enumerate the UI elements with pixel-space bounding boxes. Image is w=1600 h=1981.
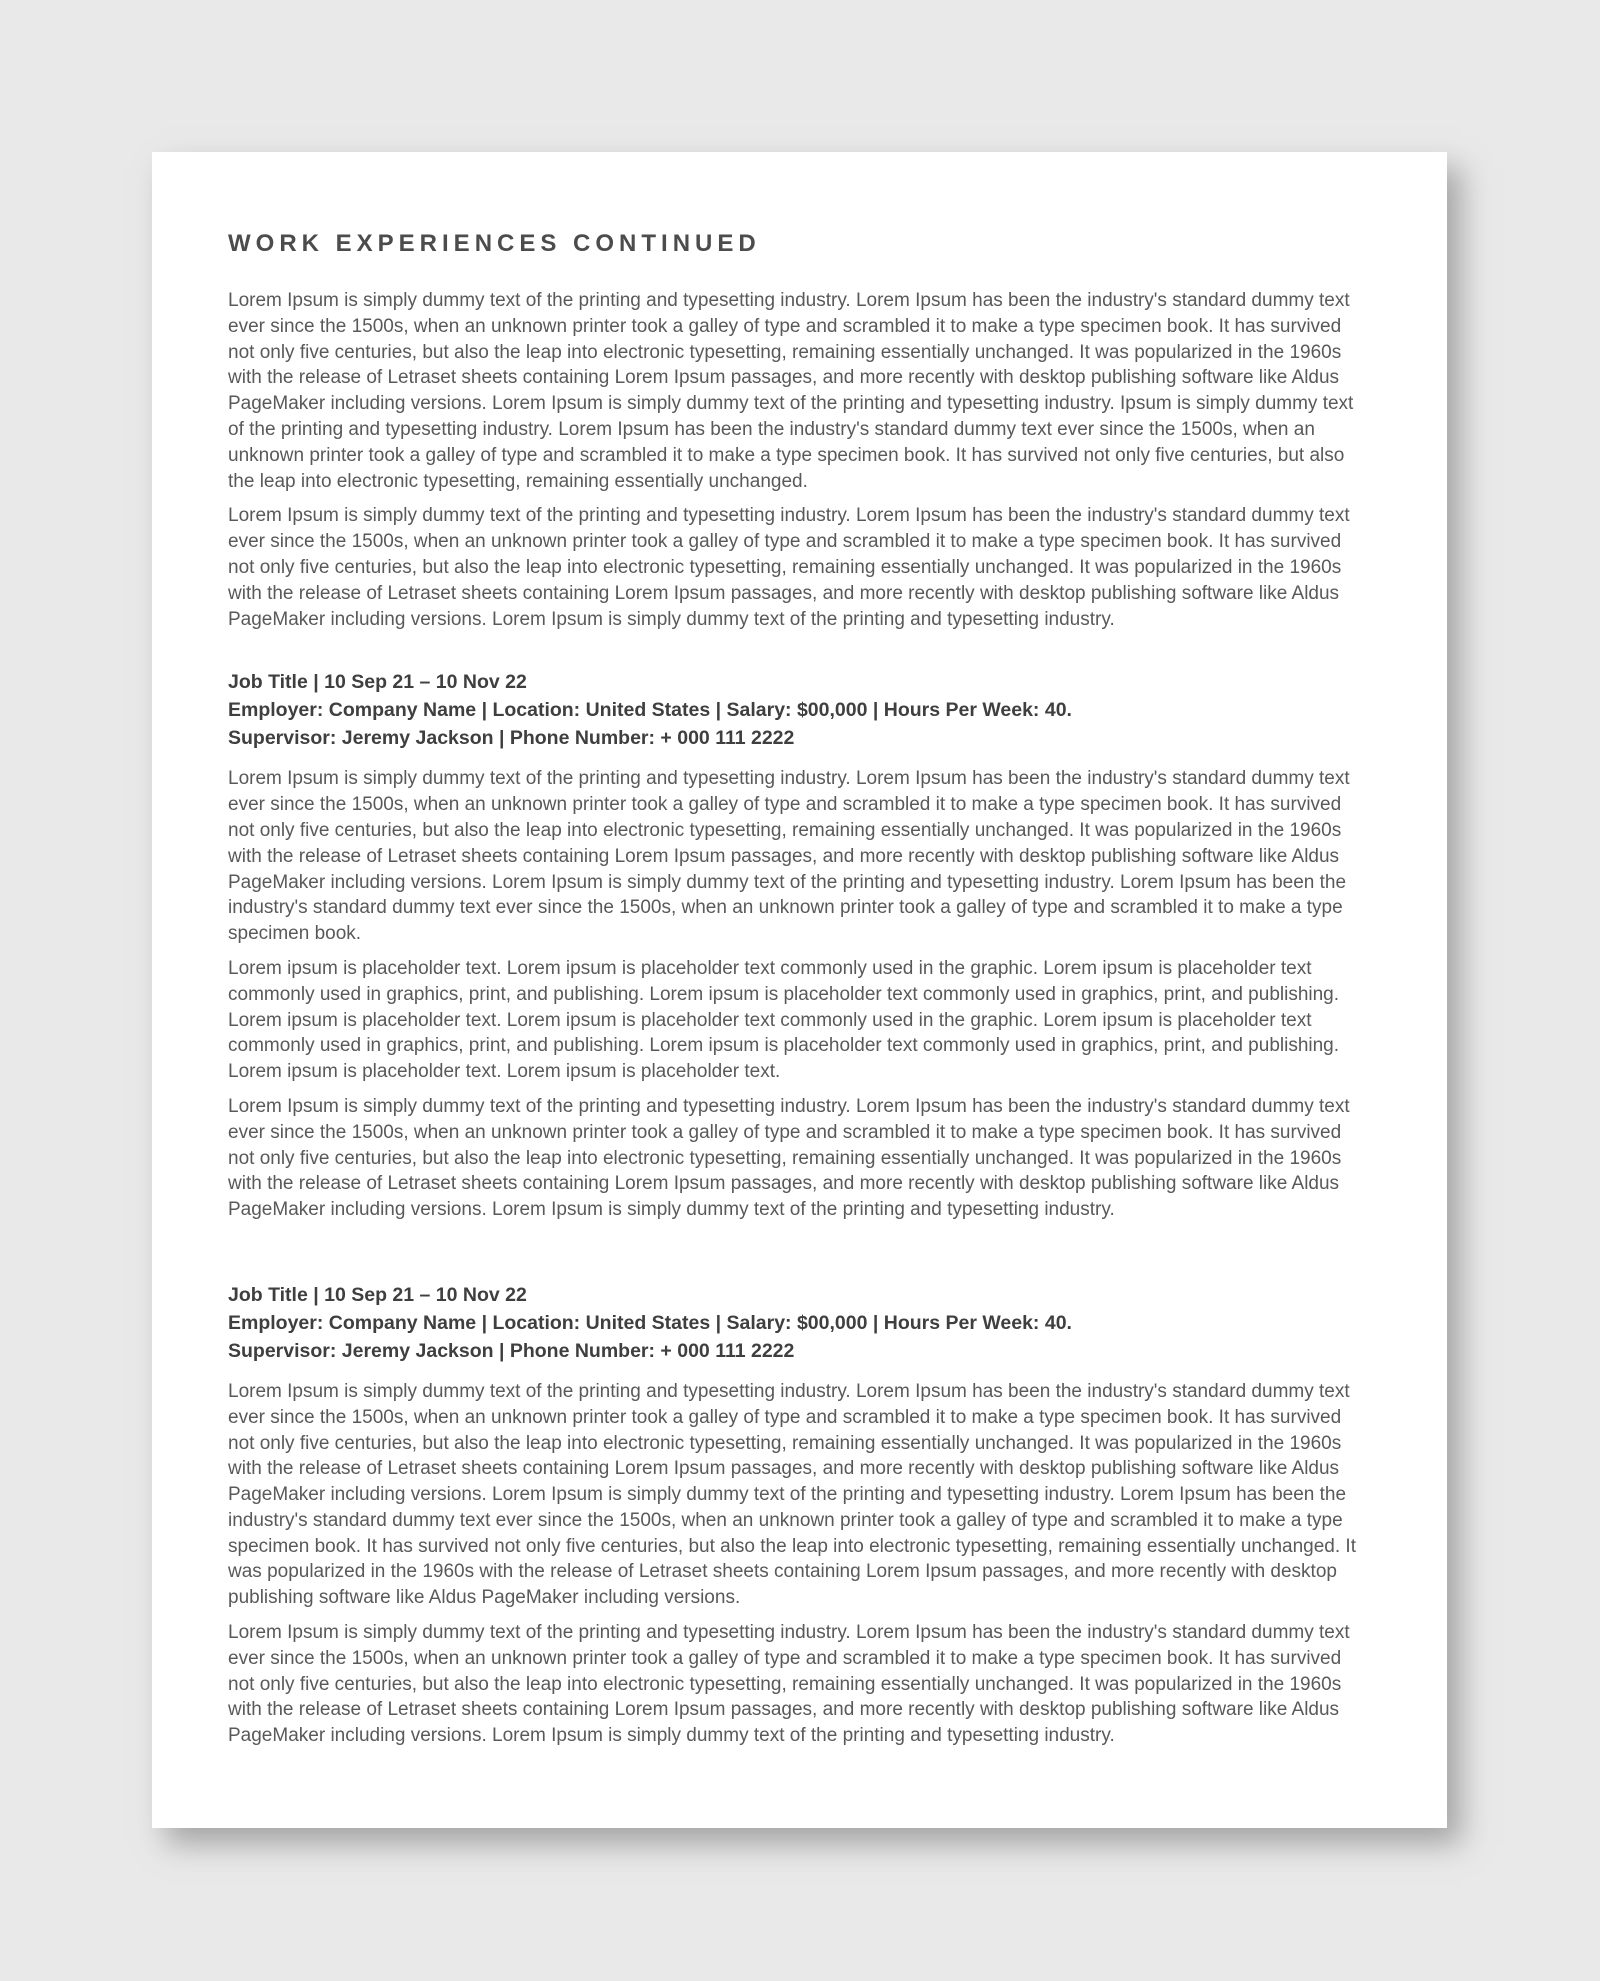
job-paragraph: Lorem Ipsum is simply dummy text of the printing and typesetting industry. Lorem Ipsum has been the industry's standard dummy text ever since the 1500s, when an unknown printer took a galley of type and scrambled it to make a type specimen book. It has survived not only five centuries, but also the leap into electronic typesetting, remaining essentially unchanged. It was popularized in the 1960s with the release of Letraset sheets containing Lorem Ipsum passages, and more recently with desktop publishing software like Aldus PageMaker including versions. Lorem Ipsum is simply dummy text of the printing and typesetting industry. Lorem Ipsum has been the industry's standard dummy text ever since the 1500s, when an unknown printer took a galley of type and scrambled it to make a type specimen book. [228, 768, 1350, 945]
job-supervisor-line: Supervisor: Jeremy Jackson | Phone Number: + 000 111 2222 [228, 727, 795, 750]
job-entry-1 [228, 668, 1359, 1223]
job-employer-line: Employer: Company Name | Location: United States | Salary: $00,000 | Hours Per Week: 40. [228, 699, 1072, 722]
job-paragraph: Lorem Ipsum is simply dummy text of the printing and typesetting industry. Lorem Ipsum has been the industry's standard dummy text ever since the 1500s, when an unknown printer took a galley of type and scrambled it to make a type specimen book. It has survived not only five centuries, but also the leap into electronic typesetting, remaining essentially unchanged. It was popularized in the 1960s with the release of Letraset sheets containing Lorem Ipsum passages, and more recently with desktop publishing software like Aldus PageMaker including versions. Lorem Ipsum is simply dummy text of the printing and typesetting industry. [228, 1095, 1350, 1221]
job-paragraph: Lorem Ipsum is simply dummy text of the printing and typesetting industry. Lorem Ipsum has been the industry's standard dummy text ever since the 1500s, when an unknown printer took a galley of type and scrambled it to make a type specimen book. It has survived not only five centuries, but also the leap into electronic typesetting, remaining essentially unchanged. It was popularized in the 1960s with the release of Letraset sheets containing Lorem Ipsum passages, and more recently with desktop publishing software like Aldus PageMaker including versions. Lorem Ipsum is simply dummy text of the printing and typesetting industry. Lorem Ipsum has been the industry's standard dummy text ever since the 1500s, when an unknown printer took a galley of type and scrambled it to make a type specimen book. It has survived not only five centuries, but also the leap into electronic typesetting, remaining essentially unchanged. It was popularized in the 1960s with the release of Letraset sheets containing Lorem Ipsum passages, and more recently with desktop publishing software like Aldus PageMaker including versions. [228, 1380, 1356, 1609]
job-paragraph: Lorem Ipsum is simply dummy text of the printing and typesetting industry. Lorem Ipsum has been the industry's standard dummy text ever since the 1500s, when an unknown printer took a galley of type and scrambled it to make a type specimen book. It has survived not only five centuries, but also the leap into electronic typesetting, remaining essentially unchanged. It was popularized in the 1960s with the release of Letraset sheets containing Lorem Ipsum passages, and more recently with desktop publishing software like Aldus PageMaker including versions. Lorem Ipsum is simply dummy text of the printing and typesetting industry. [228, 1622, 1350, 1747]
job-supervisor-line: Supervisor: Jeremy Jackson | Phone Number: + 000 111 2222 [228, 1339, 795, 1362]
job-title-line: Job Title | 10 Sep 21 – 10 Nov 22 [228, 1283, 527, 1306]
document-page [152, 152, 1447, 1828]
section-heading: WORK EXPERIENCES CONTINUED [228, 230, 761, 257]
job-title-line: Job Title | 10 Sep 21 – 10 Nov 22 [228, 671, 527, 694]
intro-paragraph-1: Lorem Ipsum is simply dummy text of the printing and typesetting industry. Lorem Ipsum has been the industry's standard dummy text ever since the 1500s, when an unknown printer took a galley of type and scrambled it to make a type specimen book. It has survived not only five centuries, but also the leap into electronic typesetting, remaining essentially unchanged. It was popularized in the 1960s with the release of Letraset sheets containing Lorem Ipsum passages, and more recently with desktop publishing software like Aldus PageMaker including versions. Lorem Ipsum is simply dummy text of the printing and typesetting industry. Ipsum is simply dummy text of the printing and typesetting industry. Lorem Ipsum has been the industry's standard dummy text ever since the 1500s, when an unknown printer took a galley of type and scrambled it to make a type specimen book. It has survived not only five centuries, but also the leap into electronic typesetting, remaining essentially unchanged. [228, 290, 1354, 492]
job-entry-2 [228, 1281, 1359, 1749]
job-header [228, 1281, 1359, 1365]
intro-paragraph-2: Lorem Ipsum is simply dummy text of the printing and typesetting industry. Lorem Ipsum has been the industry's standard dummy text ever since the 1500s, when an unknown printer took a galley of type and scrambled it to make a type specimen book. It has survived not only five centuries, but also the leap into electronic typesetting, remaining essentially unchanged. It was popularized in the 1960s with the release of Letraset sheets containing Lorem Ipsum passages, and more recently with desktop publishing software like Aldus PageMaker including versions. Lorem Ipsum is simply dummy text of the printing and typesetting industry. [228, 505, 1350, 630]
job-header [228, 668, 1359, 752]
job-paragraph: Lorem ipsum is placeholder text. Lorem ipsum is placeholder text commonly used in the graphic. Lorem ipsum is placeholder text commonly used in graphics, print, and publishing. Lorem ipsum is placeholder text commonly used in graphics, print, and publishing. Lorem ipsum is placeholder text. Lorem ipsum is placeholder text commonly used in the graphic. Lorem ipsum is placeholder text commonly used in graphics, print, and publishing. Lorem ipsum is placeholder text commonly used in graphics, print, and publishing. Lorem ipsum is placeholder text. Lorem ipsum is placeholder text. [228, 957, 1340, 1083]
job-employer-line: Employer: Company Name | Location: United States | Salary: $00,000 | Hours Per Week: 40. [228, 1311, 1072, 1334]
